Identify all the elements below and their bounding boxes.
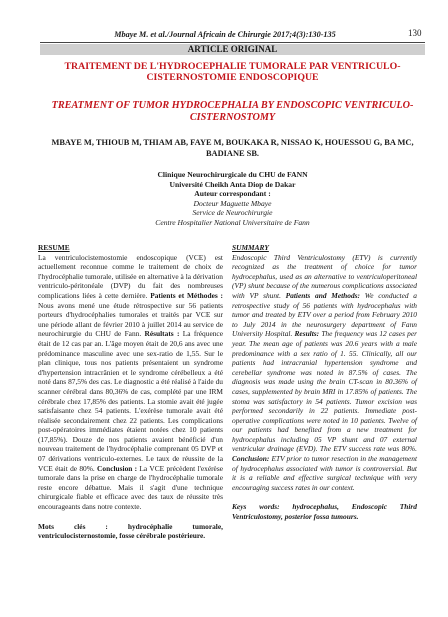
author-list: MBAYE M, THIOUB M, THIAM AB, FAYE M, BOUKAKA R, NISSAO K, HOUESSOU G, BA MC, BADIANE SB. xyxy=(51,138,414,158)
summary-intro: Endoscopic Third Ventriculostomy (ETV) is currently recognized as the treatment of choice for tumor hydrocephalus, used as an alternative to ventriculoperitoneal (VP) shunt because of the numerous complications associated with VP shunt. xyxy=(232,252,417,300)
summary-heading: SUMMARY xyxy=(232,243,269,252)
resume-conclusion-label: Conclusion : xyxy=(97,463,138,473)
summary-column xyxy=(232,243,417,522)
summary-results-label: Results: xyxy=(294,329,320,339)
header-rule xyxy=(40,42,425,43)
resume-conclusion: La VCE précèdent l'exérèse tumorale dans la prise en charge de l'hydrocéphalie tumorale reste encore débattue. Mais il s'agit d'une technique chirurgicale fiable et efficace avec des taux de réussite très encourageants dans notre contexte. xyxy=(38,463,223,512)
page-number: 130 xyxy=(408,28,422,38)
resume-intro: La ventriculocistemostomie endoscopique (VCE) est actuellement reconnue comme le traitement de choix de l'hydrocéphalie tumorale, utilisée en alternative à la dérivation ventriculo-péritonéale (DVP) du fait des nombreuses complications liées à cette dernière. xyxy=(38,252,223,300)
resume-methods: Nous avons mené une étude rétrospective sur 56 patients porteurs d'hydrocéphalies tumorales et traités par VCE sur une période allant de février 2010 à juillet 2014 au service de neurochirurgie du CHU de Fann. xyxy=(38,300,223,339)
summary-body xyxy=(232,253,417,493)
affiliation-clinic: Clinique Neurochirurgicale du CHU de FANN xyxy=(157,170,308,179)
resume-column xyxy=(38,243,223,541)
summary-keywords: Keys words: hydrocephalus, Endoscopic Third Ventriculostomy, posterior fossa tumours. xyxy=(232,502,417,522)
affiliation-service: Service de Neurochirurgie xyxy=(192,208,273,217)
summary-conclusion: ETV prior to tumor resection in the management of hydrocephalus associated with tumor is controversial. But it is a reliable and effective surgical technique with very encouraging success rates in our context. xyxy=(232,454,417,492)
summary-methods: We conducted a retrospective study of 56 patients with hydrocephalus with tumor and treated by ETV over a period from February 2010 to July 2014 in the neurosurgery department of Fann University Hospital. xyxy=(232,290,417,339)
correspondent-label: Auteur correspondant : xyxy=(194,189,271,198)
correspondent-name: Docteur Maguette Mbaye xyxy=(193,198,272,208)
affiliation-block xyxy=(40,170,425,227)
resume-heading: RESUME xyxy=(38,243,70,252)
resume-methods-label: Patients et Méthodes : xyxy=(150,290,223,300)
title-french: TRAITEMENT DE L'HYDROCEPHALIE TUMORALE PAR VENTRICULO-CISTERNOSTOMIE ENDOSCOPIQUE xyxy=(64,61,401,83)
section-label-bar: ARTICLE ORIGINAL xyxy=(40,44,425,55)
summary-methods-label: Patients and Methods: xyxy=(285,290,360,300)
summary-results: The frequency was 12 cases per year. The mean age of patients was 20.6 years with a male predominance with a sex ratio of 1. 55. Clinically, all our patients had intracranial hypertension syndrome and cerebellar syndrome was noted in 87.5% of cases. The diagnosis was made using the brain CT-scan in 80.36% of cases, supplemented by brain MRI in 17.85% of patients. The stoma was satisfactory in 54 patients. Tumor excision was performed secondarily in 22 patients. Immediate post-operative complications were noted in 10 patients. Twelve of our patients had benefited from a new treatment for hydrocephalus including 05 VP shunt and 07 external ventricular drainage (EVD). The ETV success rate was 80%. xyxy=(232,329,417,454)
running-header: Mbaye M. et al./Journal Africain de Chirurgie 2017;4(3):130-135 xyxy=(114,30,336,39)
resume-keywords: Mots clés : hydrocéphalie tumorale, ventriculocisternostomie, fosse cérébrale postérieure. xyxy=(38,521,223,541)
summary-conclusion-label: Conclusion: xyxy=(232,454,270,464)
affiliation-hospital: Centre Hospitalier National Universitaire de Fann xyxy=(155,217,310,227)
resume-results: La fréquence était de 12 cas par an. L'âge moyen était de 20,6 ans avec une prédominance masculine avec une sex-ratio de 1,55. Sur le plan clinique, tous nos patients présentaient un syndrome d'hypertension intracrânien et le syndrome cérébelleux a été noté dans 87,5% des cas. Le diagnostic a été réalisé à l'aide du scanner cérébral dans 80,36% de cas, complété par une IRM cérébrale chez 17,85% des patients. La stomie avait été jugée satisfaisante chez 54 patients. L'exérèse tumorale avait été réalisée secondairement chez 22 patients. Les complications post-opératoires immédiates étaient notées chez 10 patients (17,85%). Douze de nos patients avaient bénéficié d'un nouveau traitement de l'hydrocéphalie comprenant 05 DVP et 07 dérivations ventriculo-externes. Le taux de réussite de la VCE était de 80%. xyxy=(38,329,223,473)
correspondent-line xyxy=(40,189,425,208)
title-english: TREATMENT OF TUMOR HYDROCEPHALIA BY ENDOSCOPIC VENTRICULO-CISTERNOSTOMY xyxy=(51,100,414,123)
affiliation-university: Université Cheikh Anta Diop de Dakar xyxy=(169,179,296,189)
resume-body xyxy=(38,253,223,512)
resume-results-label: Résultats : xyxy=(144,329,180,339)
